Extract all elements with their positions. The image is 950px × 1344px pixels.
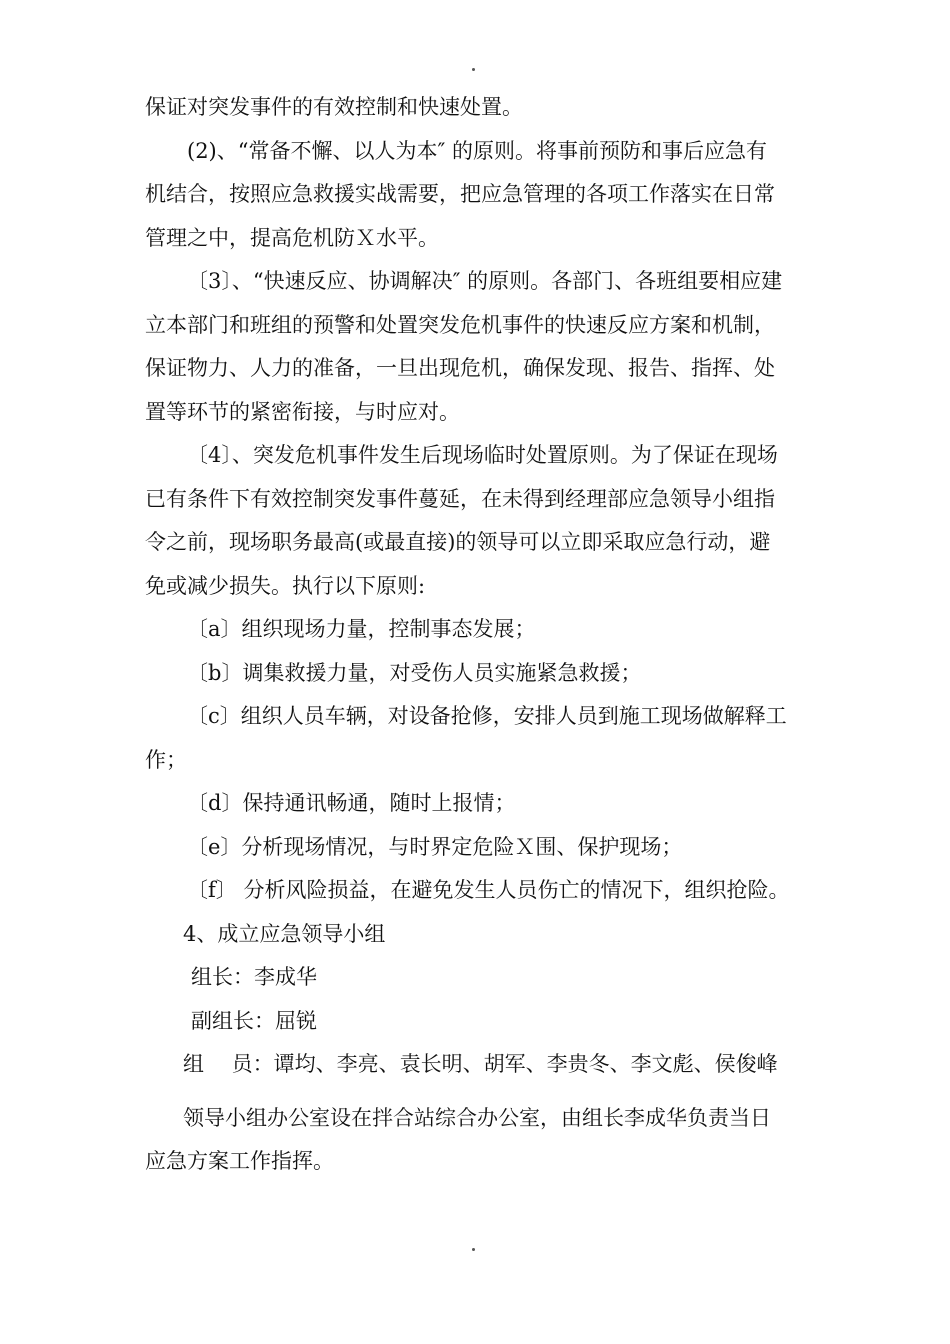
footer-dot bbox=[472, 1248, 475, 1251]
list-item-d: 〔d〕保持通讯畅通，随时上报情； bbox=[187, 791, 516, 815]
paragraph-line: 管理之中，提高危机防Ｘ水平。 bbox=[145, 225, 439, 250]
paragraph-line: 〔4〕、突发危机事件发生后现场临时处置原则。为了保证在现场 bbox=[187, 443, 778, 467]
paragraph-line: 已有条件下有效控制突发事件蔓延，在未得到经理部应急领导小组指 bbox=[145, 486, 775, 511]
paragraph-line: 免或减少损失。执行以下原则: bbox=[145, 573, 426, 598]
paragraph-line: 保证物力、人力的准备，一旦出现危机，确保发现、报告、指挥、处 bbox=[145, 356, 775, 380]
leader-line: 组长：李成华 bbox=[191, 965, 317, 989]
document-body bbox=[145, 86, 825, 1184]
paragraph-line: 令之前，现场职务最高(或最直接)的领导可以立即采取应急行动，避 bbox=[145, 530, 771, 554]
paragraph-line: 应急方案工作指挥。 bbox=[145, 1149, 334, 1173]
list-item-c-continued: 作； bbox=[145, 747, 187, 772]
paragraph-line: (2)、“常备不懈、以人为本″ 的原则。将事前预防和事后应急有 bbox=[187, 138, 767, 163]
paragraph-line: 保证对突发事件的有效控制和快速处置。 bbox=[145, 95, 523, 119]
list-item-b: 〔b〕调集救援力量，对受伤人员实施紧急救援； bbox=[187, 660, 642, 685]
header-dot bbox=[472, 68, 475, 71]
paragraph-line: 立本部门和班组的预警和处置突发危机事件的快速反应方案和机制， bbox=[145, 312, 775, 337]
deputy-leader-line: 副组长：屈锐 bbox=[191, 1008, 317, 1033]
paragraph-line: 机结合，按照应急救援实战需要，把应急管理的各项工作落实在日常 bbox=[145, 182, 775, 206]
list-item-e: 〔e〕分析现场情况，与时界定危险Ｘ围、保护现场； bbox=[187, 834, 683, 859]
paragraph-line: 置等环节的紧密衔接，与时应对。 bbox=[145, 399, 460, 424]
paragraph-line: 领导小组办公室设在拌合站综合办公室，由组长李成华负责当日 bbox=[183, 1105, 771, 1130]
list-item-f: 〔f〕 分析风险损益，在避免发生人员伤亡的情况下，组织抢险。 bbox=[187, 878, 790, 902]
list-item-a: 〔a〕组织现场力量，控制事态发展； bbox=[187, 617, 536, 641]
members-line: 组 员：谭均、李亮、袁长明、胡军、李贵冬、李文彪、侯俊峰 bbox=[183, 1052, 778, 1076]
section-heading: 4、成立应急领导小组 bbox=[183, 921, 386, 946]
paragraph-line: 〔3〕、“快速反应、协调解决″ 的原则。各部门、各班组要相应建 bbox=[187, 269, 783, 293]
list-item-c: 〔c〕组织人员车辆，对设备抢修，安排人员到施工现场做解释工 bbox=[187, 704, 787, 728]
